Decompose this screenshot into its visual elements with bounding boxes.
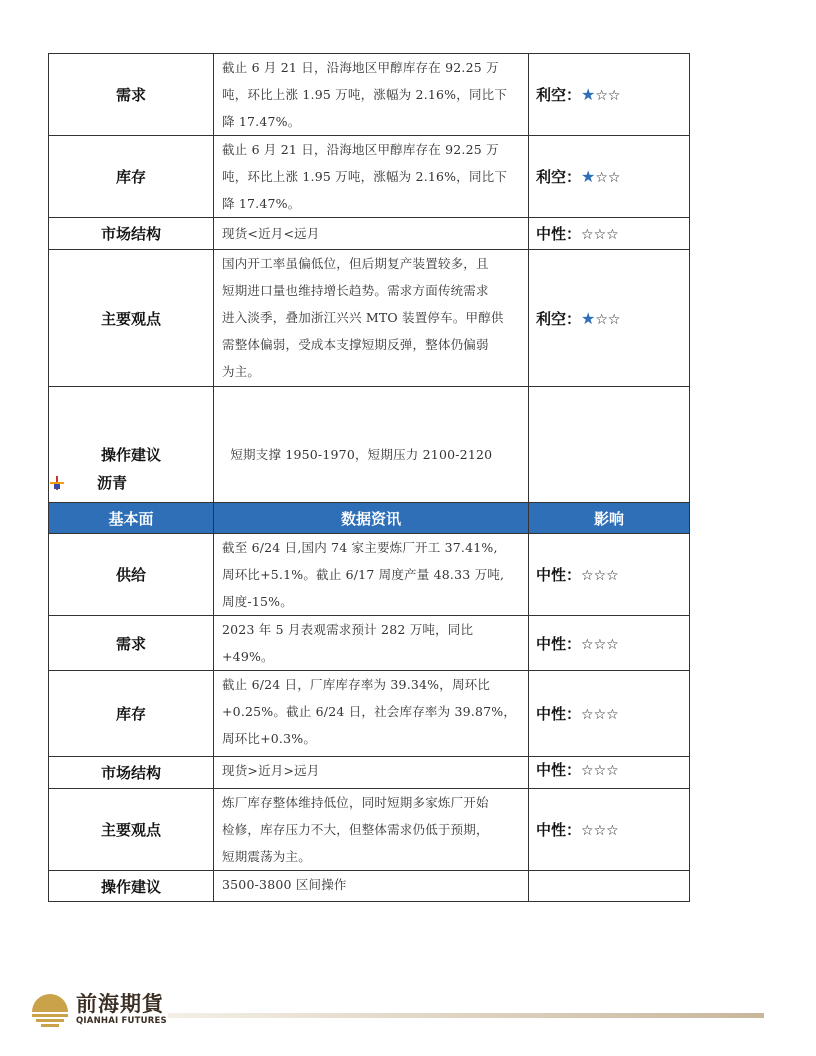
impact-tag: 中性： <box>536 821 582 839</box>
star-empty-icon: ☆☆ <box>595 311 621 328</box>
sunrise-logo-icon <box>30 990 70 1028</box>
row-label: 库存 <box>49 136 214 218</box>
row-label: 操作建议 <box>49 871 214 902</box>
row-label: 需求 <box>49 616 214 671</box>
table-row <box>49 671 690 757</box>
row-label: 操作建议 <box>49 387 214 523</box>
info-line: 周环比+0.3%。 <box>222 731 317 746</box>
star-empty-icon: ☆☆☆ <box>581 227 619 243</box>
info-line: 2023 年 5 月表观需求预计 282 万吨，同比+49%。 <box>222 622 474 664</box>
info-line: 降 17.47%。 <box>222 196 301 211</box>
footer-divider <box>168 1013 764 1018</box>
table-row <box>49 136 690 218</box>
impact-tag: 中性： <box>536 761 582 779</box>
row-impact <box>529 671 690 757</box>
star-empty-icon: ☆☆☆ <box>581 636 619 653</box>
column-header: 基本面 <box>49 503 214 534</box>
table-row <box>49 534 690 616</box>
row-impact <box>529 250 690 387</box>
row-impact <box>529 54 690 136</box>
star-filled-icon: ★ <box>581 167 596 186</box>
info-line: 进入淡季，叠加浙江兴兴 MTO 装置停车。甲醇供 <box>222 310 504 325</box>
info-line: 需整体偏弱，受成本支撑短期反弹，整体仍偏弱 <box>222 337 489 352</box>
table-row <box>49 789 690 871</box>
row-impact <box>529 218 690 250</box>
star-empty-icon: ☆☆ <box>595 170 621 186</box>
row-impact <box>529 534 690 616</box>
info-line: 为主。 <box>222 364 261 379</box>
star-empty-icon: ☆☆ <box>595 88 621 104</box>
info-line: 降 17.47%。 <box>222 114 301 129</box>
impact-tag: 中性： <box>536 566 582 584</box>
star-empty-icon: ☆☆☆ <box>581 707 619 723</box>
star-filled-icon: ★ <box>581 308 596 328</box>
logo-english: QIANHAI FUTURES <box>76 1016 167 1026</box>
row-label: 主要观点 <box>49 250 214 387</box>
methanol-table <box>48 53 690 523</box>
info-line: 周度-15%。 <box>222 594 293 609</box>
row-info <box>214 218 529 250</box>
impact-tag: 利空： <box>536 86 582 104</box>
bullet-icon <box>50 476 64 490</box>
row-info <box>214 534 529 616</box>
table-row <box>49 757 690 789</box>
section-heading <box>50 472 127 493</box>
star-filled-icon: ★ <box>581 85 596 104</box>
info-line: 吨，环比上涨 1.95 万吨，涨幅为 2.16%，同比下 <box>222 169 508 184</box>
impact-tag: 中性： <box>536 225 582 243</box>
table-row <box>49 250 690 387</box>
row-label: 主要观点 <box>49 789 214 871</box>
row-info <box>214 136 529 218</box>
row-info <box>214 757 529 789</box>
info-line: 截止 6 月 21 日，沿海地区甲醇库存在 92.25 万 <box>222 142 499 157</box>
row-impact <box>529 616 690 671</box>
row-label: 市场结构 <box>49 218 214 250</box>
row-info <box>214 54 529 136</box>
info-line: 国内开工率虽偏低位，但后期复产装置较多，且 <box>222 256 489 271</box>
row-label: 市场结构 <box>49 757 214 789</box>
impact-tag: 利空： <box>536 309 582 328</box>
column-header: 数据资讯 <box>214 503 529 534</box>
impact-tag: 中性： <box>536 634 582 653</box>
info-line: 短期进口量也维持增长趋势。需求方面传统需求 <box>222 283 489 298</box>
info-line: 周环比+5.1%。截止 6/17 周度产量 48.33 万吨, <box>222 567 505 582</box>
row-label: 需求 <box>49 54 214 136</box>
table-row <box>49 218 690 250</box>
table-row <box>49 54 690 136</box>
row-impact <box>529 136 690 218</box>
table-row <box>49 871 690 902</box>
info-line: +0.25%。截止 6/24 日，社会库存率为 39.87%， <box>222 704 517 719</box>
star-empty-icon: ☆☆☆ <box>581 568 619 584</box>
info-line: 短期支撑 1950-1970，短期压力 2100-2120 <box>222 447 493 462</box>
row-info <box>214 616 529 671</box>
company-logo <box>30 990 167 1028</box>
row-info <box>214 871 529 902</box>
info-line: 检修，库存压力不大，但整体需求仍低于预期， <box>222 822 489 837</box>
star-empty-icon: ☆☆☆ <box>581 823 619 839</box>
impact-tag: 利空： <box>536 168 582 186</box>
info-line: 吨，环比上涨 1.95 万吨，涨幅为 2.16%，同比下 <box>222 87 508 102</box>
info-line: 现货>近月>远月 <box>222 763 320 778</box>
row-info <box>214 250 529 387</box>
row-impact <box>529 871 690 902</box>
row-label: 供给 <box>49 534 214 616</box>
row-impact <box>529 789 690 871</box>
info-line: 短期震荡为主。 <box>222 849 311 864</box>
info-line: 截至 6/24 日,国内 74 家主要炼厂开工 37.41%, <box>222 540 498 555</box>
info-line: 截止 6 月 21 日，沿海地区甲醇库存在 92.25 万 <box>222 60 499 75</box>
row-info <box>214 671 529 757</box>
info-line: 截止 6/24 日，厂库库存率为 39.34%，周环比 <box>222 677 491 692</box>
info-line: 炼厂库存整体维持低位，同时短期多家炼厂开始 <box>222 795 489 810</box>
info-line: 现货<近月<远月 <box>222 226 320 241</box>
table-header-row <box>49 503 690 534</box>
section-title: 沥青 <box>97 474 128 492</box>
row-impact <box>529 757 690 789</box>
logo-chinese: 前海期貨 <box>76 991 164 1016</box>
table-row <box>49 616 690 671</box>
impact-tag: 中性： <box>536 705 582 723</box>
column-header: 影响 <box>529 503 690 534</box>
star-empty-icon: ☆☆☆ <box>581 763 619 779</box>
row-label: 库存 <box>49 671 214 757</box>
asphalt-table <box>48 502 690 902</box>
info-line: 3500-3800 区间操作 <box>222 877 347 892</box>
row-info <box>214 789 529 871</box>
